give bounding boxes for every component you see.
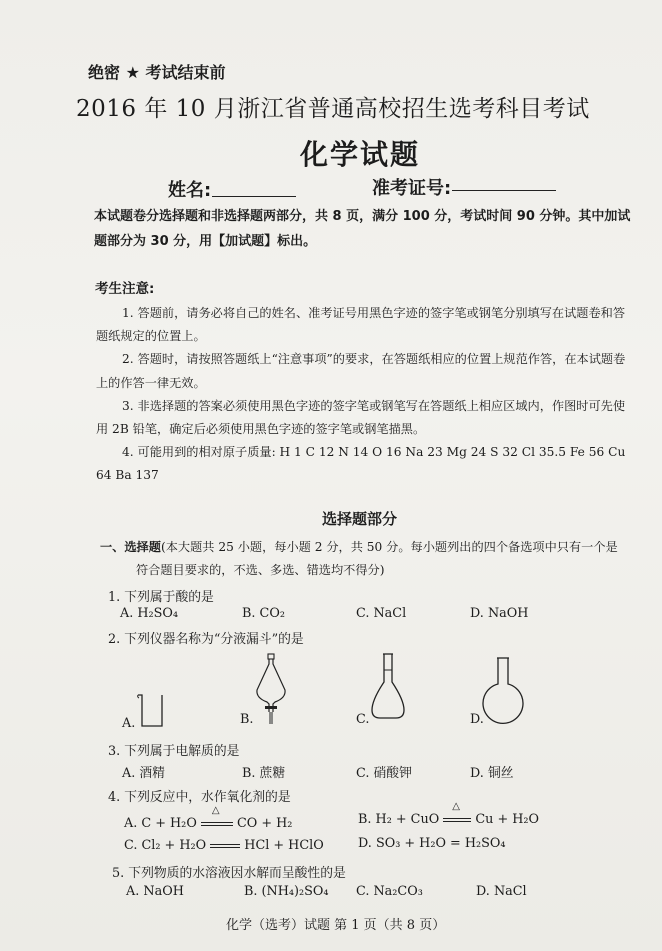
intro-text: 本试题卷分选择题和非选择题两部分，共 8 页，满分 100 分，考试时间 90 分钟。其中加试题部分为 30 分，用【加试题】标出。 (94, 209, 631, 249)
part-header (100, 536, 640, 582)
name-label: 姓名: (168, 180, 212, 201)
option-d: D. (470, 712, 484, 727)
option-d: D. NaCl (476, 884, 527, 899)
option-b: B. 蔗糖 (242, 766, 286, 781)
question-stem: 3. 下列属于电解质的是 (108, 744, 240, 759)
beaker-icon (136, 692, 166, 728)
option-b: B. (240, 712, 254, 727)
option-a-reactants: A. C + H₂O (124, 816, 197, 831)
option-b: B. (NH₄)₂SO₄ (244, 884, 329, 899)
heat-arrow-icon: △ (443, 813, 471, 827)
option-b-reactants: B. H₂ + CuO (358, 812, 440, 827)
secret-label: 绝密 ★ 考试结束前 (88, 63, 226, 82)
question-stem: 2. 下列仪器名称为“分液漏斗”的是 (108, 632, 304, 647)
option-c: C. 硝酸钾 (356, 766, 412, 781)
option-b: B. CO₂ (242, 606, 285, 621)
exam-id-label: 准考证号: (372, 178, 452, 199)
option-a: A. (122, 716, 136, 731)
separatory-funnel-icon (254, 654, 288, 726)
option-c: C. Na₂CO₃ (356, 884, 423, 899)
option-d: D. SO₃ + H₂O = H₂SO₄ (358, 836, 506, 851)
equilibrium-arrow-icon (210, 839, 240, 853)
option-a: A. NaOH (126, 884, 184, 899)
option-c (124, 838, 324, 853)
page-footer: 化学（选考）试题 第 1 页（共 8 页） (226, 918, 446, 933)
part-description-cont: 符合题目要求的，不选、多选、错选均不得分) (136, 563, 385, 577)
exam-id-blank (452, 190, 556, 191)
option-c: C. (356, 712, 370, 727)
option-d: D. NaOH (470, 606, 529, 621)
option-a: A. 酒精 (122, 766, 165, 781)
heat-arrow-icon: △ (201, 817, 233, 831)
notice-list (96, 302, 636, 488)
notice-item: 2. 答题时，请按照答题纸上“注意事项”的要求，在答题纸相应的位置上规范作答，在本试题卷上的作答一律无效。 (96, 352, 626, 390)
notice-item: 1. 答题前，请务必将自己的姓名、准考证号用黑色字迹的签字笔或钢笔分别填写在试题卷和答题纸规定的位置上。 (96, 306, 626, 344)
option-c-reactants: C. Cl₂ + H₂O (124, 838, 207, 853)
section-title: 选择题部分 (322, 510, 398, 528)
round-bottom-flask-icon (480, 656, 526, 722)
option-c-products: HCl + HClO (244, 838, 324, 853)
notice-item: 4. 可能用到的相对原子质量: H 1 C 12 N 14 O 16 Na 23 Mg 24 S 32 Cl 35.5 Fe 56 Cu 64 Ba 137 (96, 445, 626, 483)
option-d: D. 铜丝 (470, 766, 514, 781)
part-label: 一、选择题 (100, 540, 161, 554)
question-stem: 5. 下列物质的水溶液因水解而呈酸性的是 (112, 866, 346, 881)
option-a: A. H₂SO₄ (120, 606, 179, 621)
question-stem: 1. 下列属于酸的是 (108, 590, 214, 605)
exam-title: 2016 年 10 月浙江省普通高校招生选考科目考试 (76, 96, 590, 122)
subject-title: 化学试题 (300, 138, 421, 171)
option-a (124, 804, 293, 831)
part-description: (本大题共 25 小题，每小题 2 分，共 50 分。每小题列出的四个备选项中只有一个是 (160, 540, 618, 554)
option-a-products: CO + H₂ (236, 816, 293, 831)
volumetric-flask-icon (368, 652, 408, 722)
option-b (358, 800, 540, 827)
notice-item: 3. 非选择题的答案必须使用黑色字迹的签字笔或钢笔写在答题纸上相应区域内，作图时可先使用 2B 铅笔，确定后必须使用黑色字迹的签字笔或钢笔描黑。 (96, 398, 626, 437)
name-blank (212, 196, 296, 197)
notice-heading: 考生注意: (95, 281, 155, 297)
question-stem: 4. 下列反应中，水作氧化剂的是 (108, 790, 291, 805)
option-b-products: Cu + H₂O (475, 812, 540, 827)
option-c: C. NaCl (356, 606, 407, 621)
